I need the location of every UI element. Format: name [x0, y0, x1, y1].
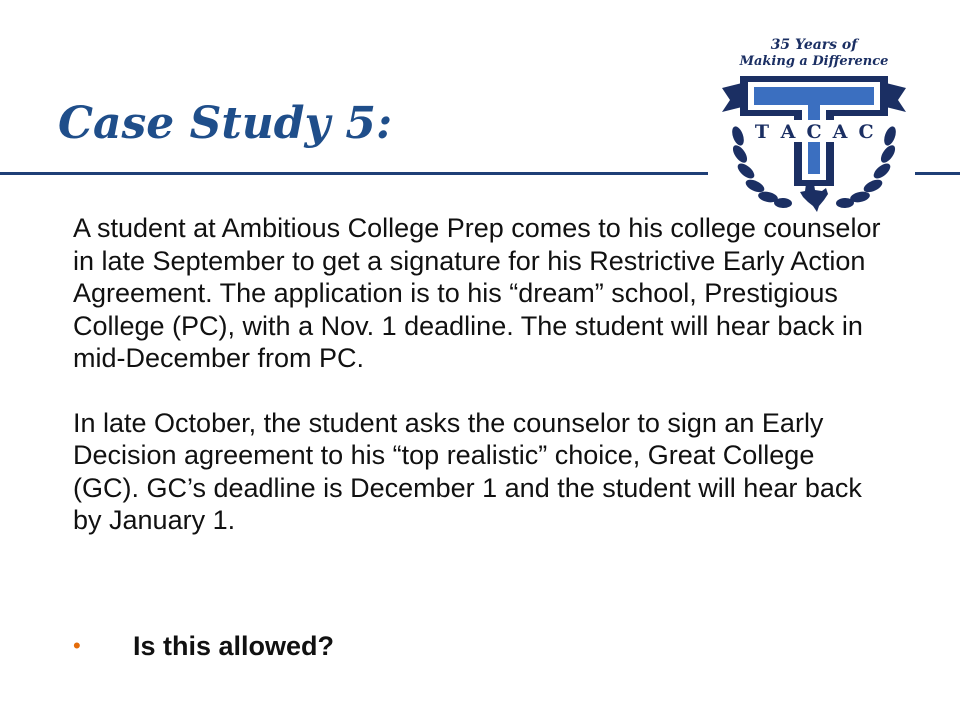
- title-divider-right: [915, 172, 960, 175]
- paragraph-scenario-1: A student at Ambitious College Prep comes to his college counselor in late September to get a signature for his Restrictive Early Action Agreement. The application is to his “dream” school, Prestigious College (PC), with a Nov. 1 deadline. The student will hear back in mid-December from PC.: [73, 213, 881, 373]
- logo-letter: T: [754, 121, 770, 143]
- tacac-logo: [718, 36, 910, 214]
- logo-letter: C: [806, 121, 822, 143]
- logo-letter: C: [858, 121, 874, 143]
- logo-tagline-line2: Making a Difference: [739, 54, 889, 69]
- bullet-question: [73, 630, 334, 662]
- logo-letter: A: [780, 121, 796, 143]
- texas-state-icon: [800, 184, 828, 212]
- slide-body: [73, 212, 883, 537]
- logo-tagline-line1: 35 Years of: [770, 37, 858, 53]
- bullet-text: Is this allowed?: [133, 631, 335, 661]
- logo-letter: A: [832, 121, 848, 143]
- slide-title: Case Study 5:: [58, 98, 393, 149]
- title-divider-left: [0, 172, 708, 175]
- bullet-marker: •: [73, 633, 81, 658]
- paragraph-scenario-2: In late October, the student asks the counselor to sign an Early Decision agreement to his “top realistic” choice, Great College (GC). GC’s deadline is December 1 and the student will hear back by January 1.: [73, 407, 862, 535]
